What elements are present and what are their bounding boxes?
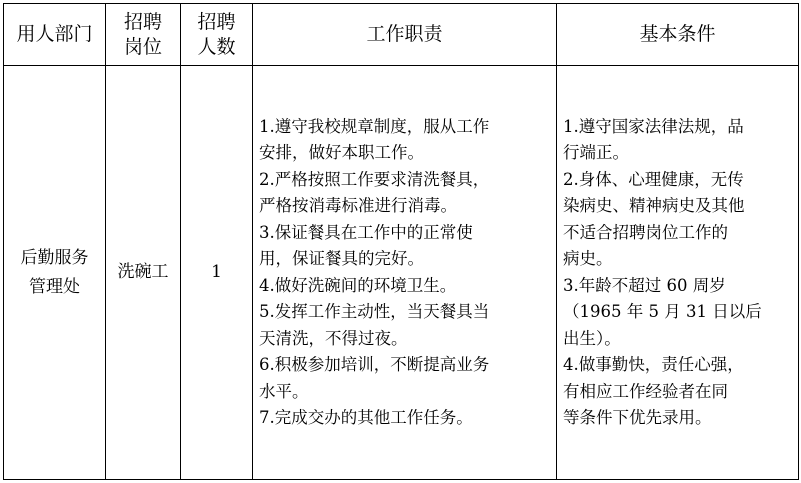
count-cell: 1: [181, 66, 253, 480]
header-position-line1: 招聘: [123, 10, 162, 33]
duties-line: 严格按消毒标准进行消毒。: [259, 196, 457, 215]
dept-line1: 后勤服务: [20, 247, 89, 268]
header-position-line2: 岗位: [123, 35, 162, 58]
header-requirements: 基本条件: [557, 4, 799, 66]
header-position: [106, 4, 181, 66]
requirements-line: 3.年龄不超过 60 周岁: [563, 275, 726, 295]
duties-cell: [253, 66, 557, 480]
requirements-line: 1.遵守国家法律法规，品: [563, 116, 744, 136]
header-count: [181, 4, 253, 66]
dept-line2: 管理处: [29, 276, 80, 297]
requirements-line: 4.做事勤快，责任心强，: [563, 355, 744, 374]
requirements-line: 2.身体、心理健康，无传: [563, 169, 744, 189]
recruitment-table: [3, 3, 799, 480]
table-row: [4, 66, 799, 480]
duties-line: 水平。: [259, 381, 309, 401]
requirements-line: 出生）。: [563, 328, 621, 348]
requirements-line: 等条件下优先录用。: [563, 408, 712, 427]
duties-line: 安排，做好本职工作。: [259, 143, 424, 162]
requirements-line: 病史。: [563, 249, 613, 268]
duties-line: 用，保证餐具的完好。: [259, 249, 424, 268]
duties-line: 6.积极参加培训，不断提高业务: [259, 355, 490, 374]
requirements-line: 染病史、精神病史及其他: [563, 196, 745, 215]
dept-cell: [4, 66, 106, 480]
requirements-line: 不适合招聘岗位工作的: [563, 222, 728, 242]
duties-line: 2.严格按照工作要求清洗餐具，: [259, 169, 490, 189]
duties-line: 1.遵守我校规章制度，服从工作: [259, 116, 490, 136]
header-duties: 工作职责: [253, 4, 557, 66]
duties-line: 天清洗，不得过夜。: [259, 328, 408, 348]
duties-line: 4.做好洗碗间的环境卫生。: [259, 275, 457, 295]
header-dept: 用人部门: [4, 4, 106, 66]
requirements-cell: [557, 66, 799, 480]
header-count-line1: 招聘: [197, 10, 236, 33]
header-row: [4, 4, 799, 66]
duties-line: 7.完成交办的其他工作任务。: [259, 408, 473, 427]
duties-line: 3.保证餐具在工作中的正常使: [259, 222, 473, 242]
requirements-line: （1965 年 5 月 31 日以后: [563, 302, 762, 321]
requirements-line: 有相应工作经验者在同: [563, 381, 728, 401]
position-cell: 洗碗工: [106, 66, 181, 480]
duties-line: 5.发挥工作主动性，当天餐具当: [259, 302, 490, 321]
requirements-line: 行端正。: [563, 143, 629, 162]
header-count-line2: 人数: [197, 35, 236, 58]
